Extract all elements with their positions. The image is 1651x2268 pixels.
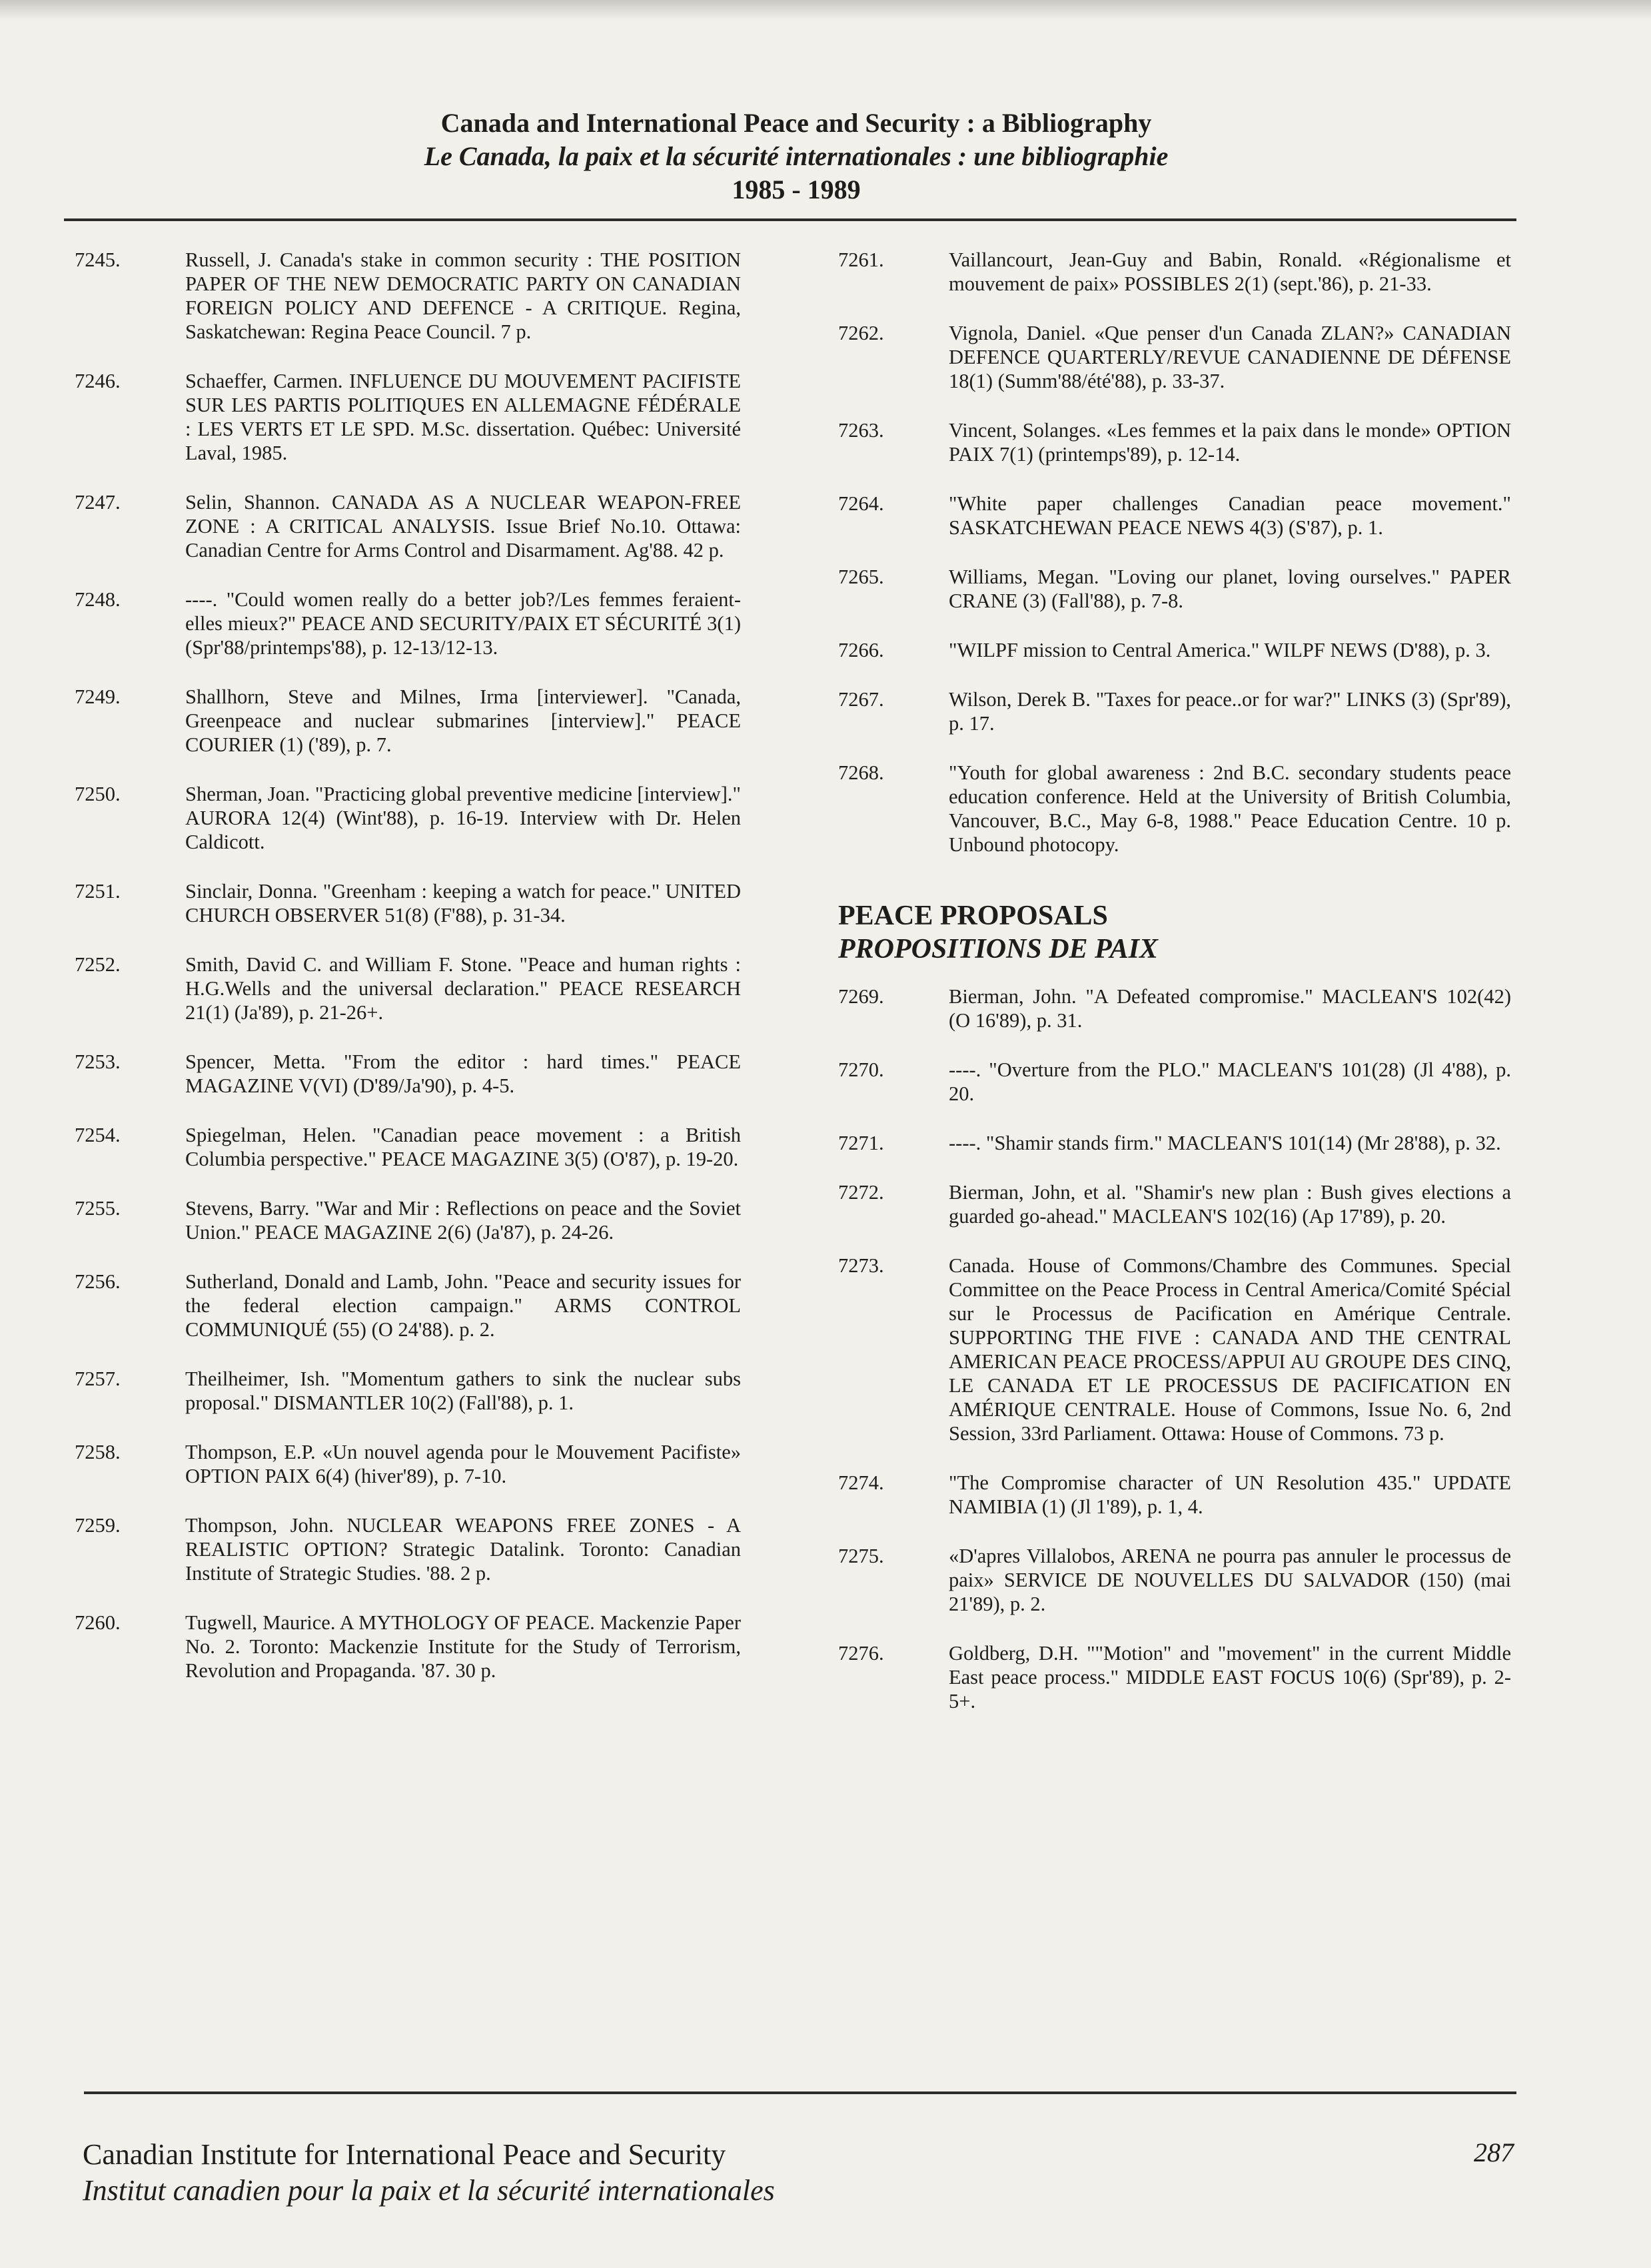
footer-institute-french: Institut canadien pour la paix et la sécurité internationales (83, 2174, 775, 2207)
bibliography-entry (75, 879, 741, 927)
bibliography-entry (75, 248, 741, 344)
scan-edge-shadow (0, 0, 1651, 20)
bibliography-entry (75, 490, 741, 562)
bibliography-entry (838, 1180, 1511, 1228)
section-entries (838, 984, 1511, 1713)
bibliography-entry (838, 1641, 1511, 1713)
entry-number: 7247. (75, 491, 121, 514)
right-column (838, 248, 1511, 1738)
entry-text: Russell, J. Canada's stake in common security : THE POSITION PAPER OF THE NEW DEMOCRATIC PARTY ON CANADIAN FOREIGN POLICY AND DEFENCE - A CRITIQUE. Regina, Saskatchewan: Regina Peace Council. 7 p. (185, 248, 741, 343)
entry-text: Spiegelman, Helen. "Canadian peace movement : a British Columbia perspective." PEACE MAGAZINE 3(5) (O'87), p. 19-20. (185, 1124, 741, 1170)
entry-text: Bierman, John. "A Defeated compromise." MACLEAN'S 102(42) (O 16'89), p. 31. (949, 985, 1511, 1032)
bibliography-entry (838, 321, 1511, 393)
entry-number: 7254. (75, 1124, 121, 1146)
entry-number: 7270. (838, 1058, 884, 1081)
entry-text: Vignola, Daniel. «Que penser d'un Canada ZLAN?» CANADIAN DEFENCE QUARTERLY/REVUE CANADIENNE DE DÉFENSE 18(1) (Summ'88/été'88), p. 33-37. (949, 322, 1511, 392)
entry-text: Sutherland, Donald and Lamb, John. "Peace and security issues for the federal election campaign." ARMS CONTROL COMMUNIQUÉ (55) (O 24'88). p. 2. (185, 1270, 741, 1341)
bibliography-entry (75, 1123, 741, 1171)
bibliography-entry (838, 1471, 1511, 1519)
entry-text: Tugwell, Maurice. A MYTHOLOGY OF PEACE. Mackenzie Paper No. 2. Toronto: Mackenzie Institute for the Study of Terrorism, Revolution and Propaganda. '87. 30 p. (185, 1611, 741, 1682)
header-years: 1985 - 1989 (732, 175, 861, 204)
entry-number: 7245. (75, 248, 121, 271)
bibliography-entry (838, 418, 1511, 466)
entry-number: 7249. (75, 685, 121, 708)
section-title-french: PROPOSITIONS DE PAIX (838, 934, 1158, 964)
left-column (75, 248, 741, 1708)
entry-number: 7273. (838, 1254, 884, 1277)
entry-number: 7275. (838, 1545, 884, 1567)
entry-text: Wilson, Derek B. "Taxes for peace..or for war?" LINKS (3) (Spr'89), p. 17. (949, 688, 1511, 735)
bibliography-entry (838, 1254, 1511, 1445)
header-rule (64, 218, 1516, 221)
entry-number: 7269. (838, 985, 884, 1008)
entry-text: Spencer, Metta. "From the editor : hard times." PEACE MAGAZINE V(VI) (D'89/Ja'90), p. 4-5. (185, 1050, 741, 1097)
bibliography-entry (75, 1196, 741, 1244)
entry-text: Theilheimer, Ish. "Momentum gathers to sink the nuclear subs proposal." DISMANTLER 10(2) (Fall'88), p. 1. (185, 1367, 741, 1414)
bibliography-entry (838, 248, 1511, 296)
bibliography-entry (838, 565, 1511, 613)
section-title-english: PEACE PROPOSALS (838, 901, 1108, 931)
bibliography-entry (838, 984, 1511, 1032)
entry-text: Schaeffer, Carmen. INFLUENCE DU MOUVEMENT PACIFISTE SUR LES PARTIS POLITIQUES EN ALLEMAGNE FÉDÉRALE : LES VERTS ET LE SPD. M.Sc. dissertation. Québec: Université Laval, 1985. (185, 370, 741, 464)
bibliography-entry (838, 761, 1511, 857)
entry-number: 7246. (75, 370, 121, 392)
bibliography-entry (75, 587, 741, 659)
entry-number: 7268. (838, 761, 884, 784)
entry-number: 7255. (75, 1197, 121, 1220)
entry-number: 7272. (838, 1181, 884, 1204)
entry-number: 7260. (75, 1611, 121, 1634)
entry-number: 7250. (75, 783, 121, 805)
entry-number: 7263. (838, 419, 884, 442)
entry-number: 7259. (75, 1514, 121, 1537)
entry-number: 7257. (75, 1367, 121, 1390)
entry-text: Sherman, Joan. "Practicing global preventive medicine [interview]." AURORA 12(4) (Wint'88), p. 16-19. Interview with Dr. Helen Caldicott. (185, 783, 741, 853)
right-column-entries (838, 248, 1511, 857)
bibliography-entry (75, 1270, 741, 1341)
entry-text: "White paper challenges Canadian peace movement." SASKATCHEWAN PEACE NEWS 4(3) (S'87), p. 1. (949, 492, 1511, 539)
entry-number: 7256. (75, 1270, 121, 1293)
entry-number: 7253. (75, 1050, 121, 1073)
entry-text: Williams, Megan. "Loving our planet, loving ourselves." PAPER CRANE (3) (Fall'88), p. 7-8. (949, 566, 1511, 612)
bibliography-entry (75, 1440, 741, 1488)
entry-text: "Youth for global awareness : 2nd B.C. secondary students peace education conference. Held at the University of British Columbia, Vancouver, B.C., May 6-8, 1988." Peace Education Centre. 10 p. Unbound photocopy. (949, 761, 1511, 856)
bibliography-entry (75, 1367, 741, 1415)
entry-number: 7252. (75, 953, 121, 976)
footer-rule (84, 2091, 1516, 2094)
bibliography-entry (75, 1050, 741, 1098)
entry-number: 7264. (838, 492, 884, 515)
entry-text: "WILPF mission to Central America." WILPF NEWS (D'88), p. 3. (949, 639, 1491, 661)
entry-text: Smith, David C. and William F. Stone. "Peace and human rights : H.G.Wells and the universal declaration." PEACE RESEARCH 21(1) (Ja'89), p. 21-26+. (185, 953, 741, 1024)
footer-institute-english: Canadian Institute for International Peace and Security (83, 2138, 726, 2171)
bibliography-entry (838, 638, 1511, 662)
bibliography-entry (838, 1131, 1511, 1155)
entry-text: Shallhorn, Steve and Milnes, Irma [interviewer]. "Canada, Greenpeace and nuclear submarines [interview]." PEACE COURIER (1) ('89), p. 7. (185, 685, 741, 756)
bibliography-entry (838, 687, 1511, 735)
entry-number: 7271. (838, 1132, 884, 1154)
page-header (80, 107, 1512, 206)
entry-text: "The Compromise character of UN Resolution 435." UPDATE NAMIBIA (1) (Jl 1'89), p. 1, 4. (949, 1471, 1511, 1518)
entry-text: «D'apres Villalobos, ARENA ne pourra pas annuler le processus de paix» SERVICE DE NOUVELLES DU SALVADOR (150) (mai 21'89), p. 2. (949, 1545, 1511, 1615)
bibliography-entry (838, 1058, 1511, 1106)
entry-text: Stevens, Barry. "War and Mir : Reflections on peace and the Soviet Union." PEACE MAGAZINE 2(6) (Ja'87), p. 24-26. (185, 1197, 741, 1244)
bibliography-entry (838, 1544, 1511, 1616)
entry-text: ----. "Could women really do a better job?/Les femmes feraient-elles mieux?" PEACE AND SECURITY/PAIX ET SÉCURITÉ 3(1) (Spr'88/printemps'88), p. 12-13/12-13. (185, 588, 741, 659)
header-title-french: Le Canada, la paix et la sécurité internationales : une bibliographie (424, 141, 1169, 171)
bibliography-entry (75, 1611, 741, 1683)
header-title-english: Canada and International Peace and Security : a Bibliography (440, 108, 1152, 138)
entry-number: 7251. (75, 880, 121, 903)
entry-text: Thompson, John. NUCLEAR WEAPONS FREE ZONES - A REALISTIC OPTION? Strategic Datalink. Toronto: Canadian Institute of Strategic Studies. '88. 2 p. (185, 1514, 741, 1585)
entry-text: Goldberg, D.H. ""Motion" and "movement" in the current Middle East peace process." MIDDLE EAST FOCUS 10(6) (Spr'89), p. 2-5+. (949, 1642, 1511, 1712)
entry-text: ----. "Shamir stands firm." MACLEAN'S 101(14) (Mr 28'88), p. 32. (949, 1132, 1501, 1154)
entry-number: 7266. (838, 639, 884, 661)
entry-number: 7261. (838, 248, 884, 271)
bibliography-entry (75, 369, 741, 465)
entry-number: 7276. (838, 1642, 884, 1665)
section-heading (838, 899, 1511, 966)
entry-text: ----. "Overture from the PLO." MACLEAN'S 101(28) (Jl 4'88), p. 20. (949, 1058, 1511, 1105)
entry-text: Vaillancourt, Jean-Guy and Babin, Ronald. «Régionalisme et mouvement de paix» POSSIBLES 2(1) (sept.'86), p. 21-33. (949, 248, 1511, 295)
entry-number: 7248. (75, 588, 121, 611)
bibliography-entry (75, 685, 741, 757)
entry-number: 7274. (838, 1471, 884, 1494)
entry-number: 7267. (838, 688, 884, 711)
page-number: 287 (1474, 2137, 1514, 2167)
page-footer (83, 2137, 1515, 2209)
entry-text: Canada. House of Commons/Chambre des Communes. Special Committee on the Peace Process in Central America/Comité Spécial sur le Processus de Pacification en Amérique Centrale. SUPPORTING THE FIVE : CANADA AND THE CENTRAL AMERICAN PEACE PROCESS/APPUI AU GROUPE DES CINQ, LE CANADA ET LE PROCESSUS DE PACIFICATION EN AMÉRIQUE CENTRALE. House of Commons, Issue No. 6, 2nd Session, 33rd Parliament. Ottawa: House of Commons. 73 p. (949, 1254, 1511, 1445)
bibliography-entry (75, 1513, 741, 1585)
entry-text: Sinclair, Donna. "Greenham : keeping a watch for peace." UNITED CHURCH OBSERVER 51(8) (F'88), p. 31-34. (185, 880, 741, 927)
entry-number: 7262. (838, 322, 884, 344)
entry-number: 7258. (75, 1441, 121, 1463)
entry-number: 7265. (838, 566, 884, 588)
entry-text: Bierman, John, et al. "Shamir's new plan : Bush gives elections a guarded go-ahead." MACLEAN'S 102(16) (Ap 17'89), p. 20. (949, 1181, 1511, 1228)
entry-text: Thompson, E.P. «Un nouvel agenda pour le Mouvement Pacifiste» OPTION PAIX 6(4) (hiver'89), p. 7-10. (185, 1441, 741, 1487)
entry-text: Vincent, Solanges. «Les femmes et la paix dans le monde» OPTION PAIX 7(1) (printemps'89), p. 12-14. (949, 419, 1511, 466)
bibliography-entry (838, 492, 1511, 540)
bibliography-entry (75, 782, 741, 854)
entry-text: Selin, Shannon. CANADA AS A NUCLEAR WEAPON-FREE ZONE : A CRITICAL ANALYSIS. Issue Brief No.10. Ottawa: Canadian Centre for Arms Control and Disarmament. Ag'88. 42 p. (185, 491, 741, 562)
bibliography-entry (75, 952, 741, 1024)
